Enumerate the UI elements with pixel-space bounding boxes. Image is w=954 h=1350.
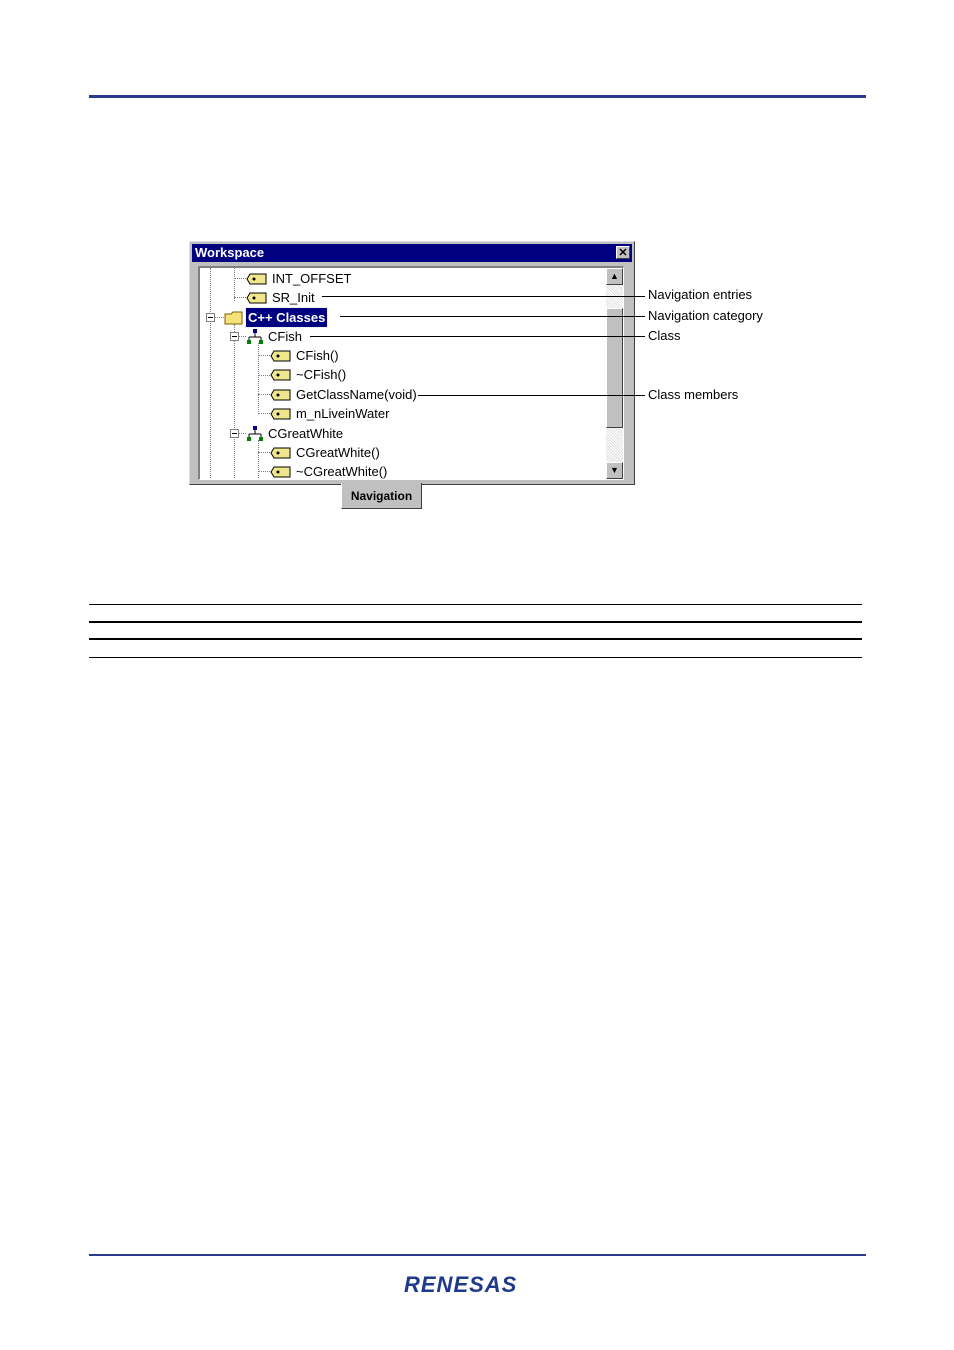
scroll-thumb[interactable] xyxy=(606,308,623,428)
collapse-icon[interactable] xyxy=(206,313,215,322)
callout-class-members: Class members xyxy=(648,387,739,402)
tag-icon xyxy=(270,447,292,459)
callout-line-class xyxy=(310,336,645,337)
tree-item-cfish-constructor[interactable]: CFish() xyxy=(270,346,341,365)
logo-text: RENESAS xyxy=(404,1272,518,1297)
class-icon xyxy=(246,426,264,442)
table-bottom-rule xyxy=(89,657,862,658)
collapse-icon[interactable] xyxy=(230,429,239,438)
tree-line xyxy=(258,355,270,356)
callout-line-entries xyxy=(322,296,645,297)
scroll-up-icon[interactable]: ▲ xyxy=(606,268,623,285)
tag-icon xyxy=(246,273,268,285)
navigation-tree[interactable] xyxy=(198,266,624,480)
tab-navigation[interactable]: Navigation xyxy=(341,483,422,509)
tag-icon xyxy=(270,466,292,478)
tree-item-cgreatwhite[interactable]: CGreatWhite xyxy=(246,424,345,443)
callout-line-category xyxy=(340,316,645,317)
tree-line xyxy=(234,297,246,298)
callout-navigation-entries: Navigation entries xyxy=(648,287,753,302)
tree-line xyxy=(214,317,224,318)
tree-item-cpp-classes[interactable]: C++ Classes xyxy=(224,308,327,327)
tree-item-sr-init[interactable]: SR_Init xyxy=(246,288,317,307)
tree-line xyxy=(258,343,259,414)
tree-item-m-nliveinwater[interactable]: m_nLiveinWater xyxy=(270,404,391,423)
tree-line xyxy=(258,413,270,414)
tree-item-cgreatwhite-constructor[interactable]: CGreatWhite() xyxy=(270,443,382,462)
table-row-rule xyxy=(89,638,862,640)
callout-class: Class xyxy=(648,328,681,343)
tree-item-cfish-destructor[interactable]: ~CFish() xyxy=(270,365,348,384)
folder-icon xyxy=(224,310,244,326)
workspace-window xyxy=(189,241,635,485)
tag-icon xyxy=(270,408,292,420)
renesas-logo xyxy=(404,1270,552,1300)
tree-line xyxy=(258,394,270,395)
tag-icon xyxy=(270,369,292,381)
vertical-scrollbar[interactable] xyxy=(606,268,623,479)
header-rule xyxy=(89,95,866,98)
tree-line xyxy=(258,452,270,453)
tree-line xyxy=(258,440,259,480)
class-icon xyxy=(246,329,264,345)
tree-item-getclassname[interactable]: GetClassName(void) xyxy=(270,385,419,404)
table-header-rule xyxy=(89,621,862,623)
tree-line xyxy=(238,433,246,434)
tag-icon xyxy=(270,389,292,401)
tree-line xyxy=(258,375,270,376)
workspace-title: Workspace xyxy=(195,245,265,260)
callout-line-members xyxy=(418,395,645,396)
tree-line xyxy=(258,471,270,472)
footer-rule xyxy=(89,1254,866,1256)
close-icon[interactable]: ✕ xyxy=(616,246,630,259)
tree-line xyxy=(210,268,211,480)
workspace-title-bar[interactable] xyxy=(192,244,632,262)
table-top-rule xyxy=(89,604,862,605)
tag-icon xyxy=(246,292,268,304)
tree-item-cgreatwhite-destructor[interactable]: ~CGreatWhite() xyxy=(270,462,389,480)
callout-navigation-category: Navigation category xyxy=(648,308,763,323)
tag-icon xyxy=(270,350,292,362)
tree-item-int-offset[interactable]: INT_OFFSET xyxy=(246,269,353,288)
tree-line xyxy=(234,278,246,279)
tree-line xyxy=(238,336,246,337)
tree-item-cfish[interactable]: CFish xyxy=(246,327,304,346)
scroll-down-icon[interactable]: ▼ xyxy=(606,462,623,479)
collapse-icon[interactable] xyxy=(230,332,239,341)
tree-line xyxy=(234,324,235,480)
